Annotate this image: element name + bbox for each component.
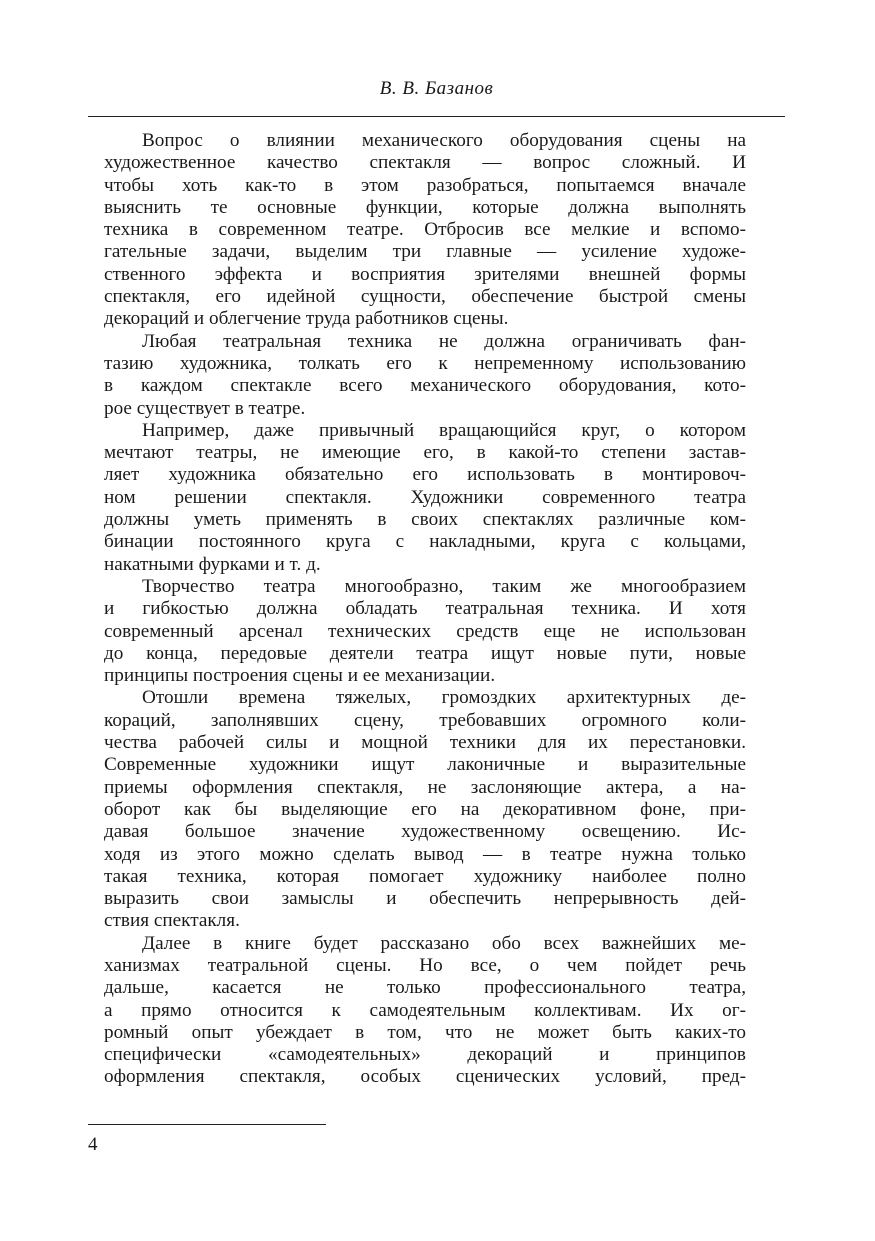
text-line: Далее в книге будет рассказано обо всех важнейших ме- xyxy=(142,932,746,954)
paragraph xyxy=(104,130,746,331)
text-line: бинации постоянного круга с накладными, круга с кольцами, xyxy=(104,531,746,553)
text-line: мечтают театры, не имеющие его, в какой-то степени застав- xyxy=(104,442,746,464)
text-line: чества рабочей силы и мощной техники для их перестановки. xyxy=(104,732,746,754)
text-line: ходя из этого можно сделать вывод — в театре нужна только xyxy=(104,843,746,865)
text-line: должны уметь применять в своих спектаклях различные ком- xyxy=(104,509,746,531)
text-line: дальше, касается не только профессионального театра, xyxy=(104,977,746,999)
text-line: ствия спектакля. xyxy=(104,910,240,932)
page-number: 4 xyxy=(88,1134,98,1155)
paragraph xyxy=(104,331,746,420)
text-line: такая техника, которая помогает художнику наиболее полно xyxy=(104,865,746,887)
text-line: Современные художники ищут лаконичные и выразительные xyxy=(104,754,746,776)
text-line: специфически «самодеятельных» декораций и принципов xyxy=(104,1044,746,1066)
text-line: Например, даже привычный вращающийся круг, о котором xyxy=(142,419,746,441)
text-line: современный арсенал технических средств еще не использован xyxy=(104,620,746,642)
text-line: спектакля, его идейной сущности, обеспечение быстрой смены xyxy=(104,286,746,308)
footer-rule xyxy=(88,1124,326,1125)
text-line: выразить свои замыслы и обеспечить непрерывность дей- xyxy=(104,888,746,910)
text-line: давая большое значение художественному освещению. Ис- xyxy=(104,821,746,843)
text-line: гательные задачи, выделим три главные — усиление художе- xyxy=(104,241,746,263)
paragraph xyxy=(104,420,746,576)
text-line: принципы построения сцены и ее механизации. xyxy=(104,665,496,687)
text-line: художественное качество спектакля — вопрос сложный. И xyxy=(104,152,746,174)
text-line: Творчество театра многообразно, таким же многообразием xyxy=(142,575,746,597)
text-line: Вопрос о влиянии механического оборудования сцены на xyxy=(142,130,746,151)
text-line: рое существует в театре. xyxy=(104,397,306,419)
text-line: выяснить те основные функции, которые должна выполнять xyxy=(104,196,746,218)
text-line: ляет художника обязательно его использовать в монтировоч- xyxy=(104,464,746,486)
text-line: и гибкостью должна обладать театральная техника. И хотя xyxy=(104,598,746,620)
text-line: ственного эффекта и восприятия зрителями внешней формы xyxy=(104,263,746,285)
text-line: приемы оформления спектакля, не заслоняющие актера, а на- xyxy=(104,776,746,798)
text-line: в каждом спектакле всего механического оборудования, кото- xyxy=(104,375,746,397)
text-line: ном решении спектакля. Художники современного театра xyxy=(104,486,746,508)
text-line: оборот как бы выделяющие его на декоративном фоне, при- xyxy=(104,798,746,820)
text-line: ромный опыт убеждает в том, что не может быть каких-то xyxy=(104,1021,746,1043)
text-line: Любая театральная техника не должна ограничивать фан- xyxy=(142,330,746,352)
text-line: кораций, заполнявших сцену, требовавших огромного коли- xyxy=(104,709,746,731)
paragraph xyxy=(104,576,746,687)
text-line: техника в современном театре. Отбросив все мелкие и вспомо- xyxy=(104,219,746,241)
paragraph xyxy=(104,933,746,1089)
running-head-author: В. В. Базанов xyxy=(379,78,494,99)
text-line: ханизмах театральной сцены. Но все, о чем пойдет речь xyxy=(104,954,746,976)
header-rule xyxy=(88,116,785,117)
text-line: накатными фурками и т. д. xyxy=(104,553,321,575)
text-line: чтобы хоть как-то в этом разобраться, попытаемся вначале xyxy=(104,174,746,196)
text-line: Отошли времена тяжелых, громоздких архитектурных де- xyxy=(142,687,746,709)
text-line: тазию художника, толкать его к непременному использованию xyxy=(104,352,746,374)
text-line: до конца, передовые деятели театра ищут новые пути, новые xyxy=(104,642,746,664)
body-text xyxy=(104,130,746,1089)
paragraph xyxy=(104,687,746,932)
text-line: декораций и облегчение труда работников сцены. xyxy=(104,308,509,330)
text-line: а прямо относится к самодеятельным коллективам. Их ог- xyxy=(104,999,746,1021)
text-line: оформления спектакля, особых сценических условий, пред- xyxy=(104,1066,746,1088)
